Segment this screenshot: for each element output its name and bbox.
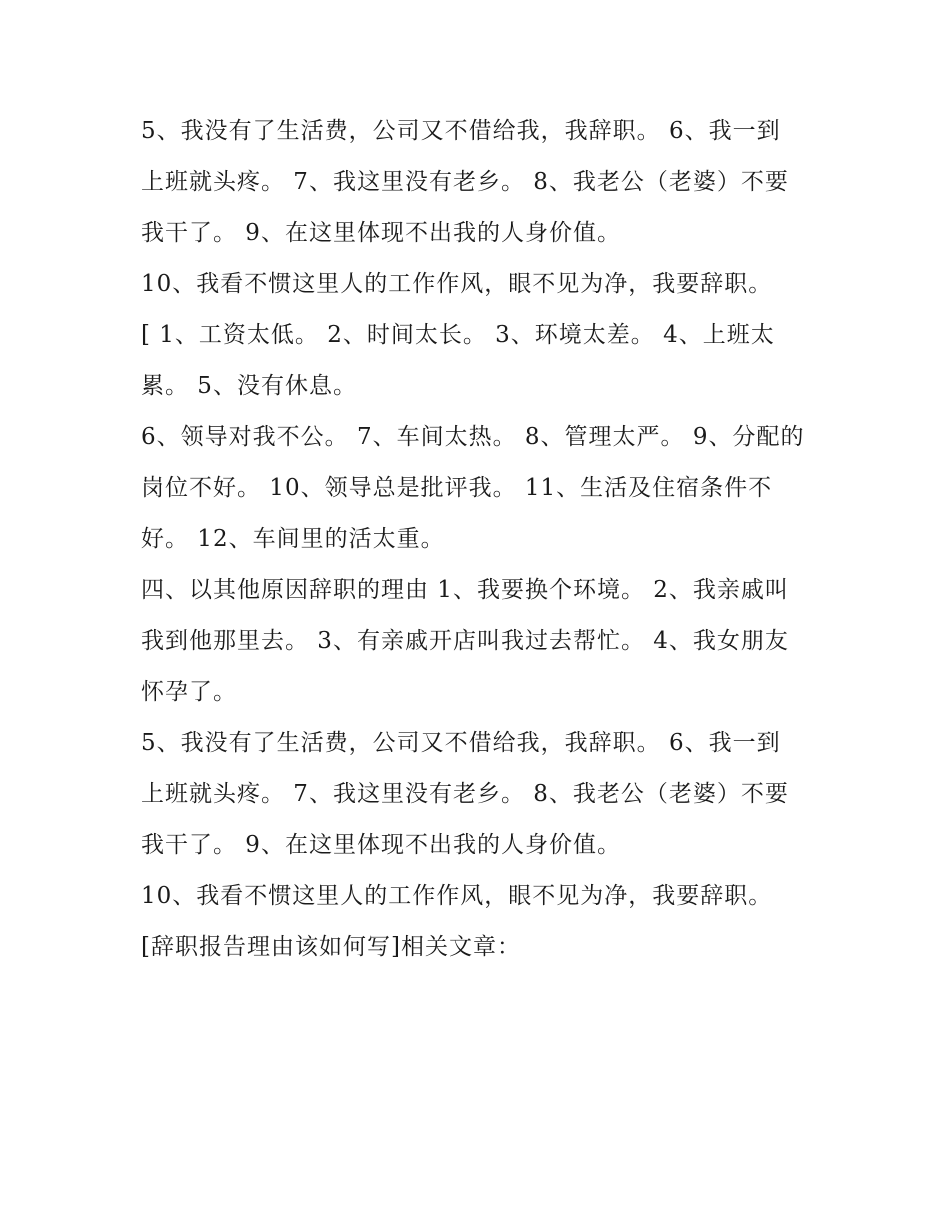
text-line: 岗位不好。 10、领导总是批评我。 11、生活及住宿条件不 [141, 475, 773, 501]
text-line: 10、我看不惯这里人的工作作风，眼不见为净，我要辞职。 [141, 271, 773, 297]
text-line: 上班就头疼。 7、我这里没有老乡。 8、我老公（老婆）不要 [141, 169, 789, 195]
text-line: 6、领导对我不公。 7、车间太热。 8、管理太严。 9、分配的 [141, 424, 805, 450]
text-line: 累。 5、没有休息。 [141, 373, 357, 399]
text-line: 5、我没有了生活费，公司又不借给我，我辞职。 6、我一到 [141, 730, 781, 756]
related-articles-label: [辞职报告理由该如何写]相关文章： [141, 934, 521, 960]
text-line: 上班就头疼。 7、我这里没有老乡。 8、我老公（老婆）不要 [141, 781, 789, 807]
section-heading-line: 四、以其他原因辞职的理由 1、我要换个环境。 2、我亲戚叫 [141, 577, 789, 603]
text-line: 怀孕了。 [141, 679, 237, 705]
document-body [141, 106, 821, 973]
text-line: 5、我没有了生活费，公司又不借给我，我辞职。 6、我一到 [141, 118, 781, 144]
text-line: 好。 12、车间里的活太重。 [141, 526, 445, 552]
text-line: 我到他那里去。 3、有亲戚开店叫我过去帮忙。 4、我女朋友 [141, 628, 789, 654]
text-line: [ 1、工资太低。 2、时间太长。 3、环境太差。 4、上班太 [141, 322, 775, 348]
text-line: 我干了。 9、在这里体现不出我的人身价值。 [141, 220, 621, 246]
text-line: 10、我看不惯这里人的工作作风，眼不见为净，我要辞职。 [141, 883, 773, 909]
text-line: 我干了。 9、在这里体现不出我的人身价值。 [141, 832, 621, 858]
